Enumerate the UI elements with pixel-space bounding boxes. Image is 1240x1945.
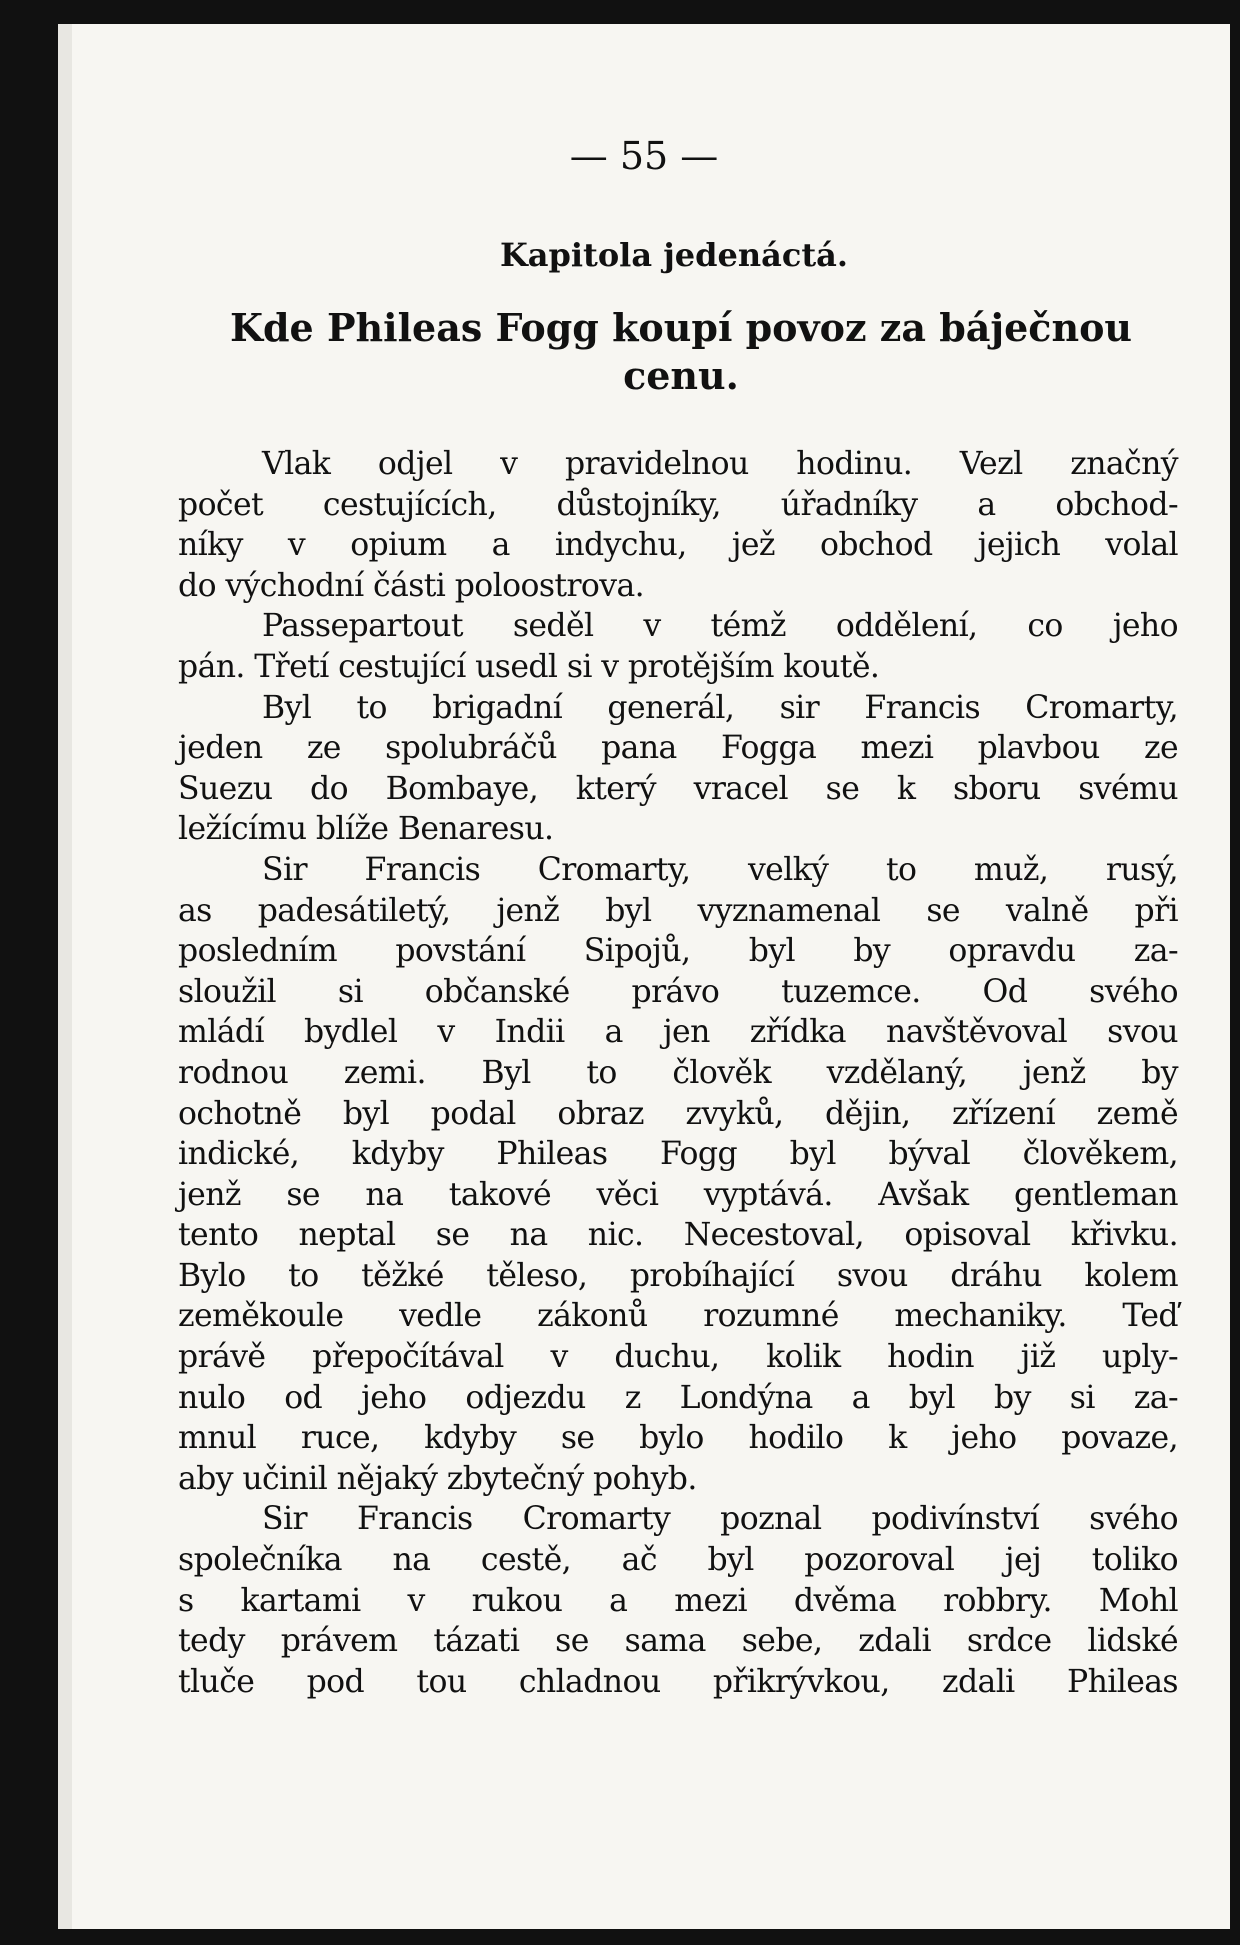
text-line: ochotně byl podal obraz zvyků, dějin, zřízení země: [178, 1095, 1178, 1132]
text-line: Passepartout seděl v témž oddělení, co jeho: [262, 608, 1178, 645]
text-line: s kartami v rukou a mezi dvěma robbry. Mohl: [178, 1582, 1178, 1619]
text-line: počet cestujících, důstojníky, úřadníky a obchod-: [178, 486, 1178, 523]
chapter-title-line-2: cenu.: [623, 353, 739, 398]
text-line: tluče pod tou chladnou přikrývkou, zdali Phileas: [178, 1663, 1178, 1700]
text-line: do východní části poloostrova.: [178, 567, 645, 604]
page-number: — 55 —: [569, 134, 719, 178]
text-line: Vlak odjel v pravidelnou hodinu. Vezl značný: [262, 446, 1178, 482]
text-line: Suezu do Bombaye, který vracel se k sboru svému: [178, 770, 1178, 807]
text-line: aby učinil nějaký zbytečný pohyb.: [178, 1460, 697, 1497]
text-line: zeměkoule vedle zákonů rozumné mechaniky. Teď: [178, 1298, 1178, 1335]
text-line: ležícímu blíže Benaresu.: [178, 811, 554, 848]
chapter-title: [186, 304, 1176, 400]
text-line: mládí bydlel v Indii a jen zřídka navštěvoval svou: [178, 1014, 1178, 1051]
book-page: [58, 24, 1230, 1929]
text-line: pán. Třetí cestující usedl si v protějším koutě.: [178, 648, 880, 685]
text-line: as padesátiletý, jenž byl vyznamenal se valně při: [178, 892, 1178, 929]
text-line: jenž se na takové věci vyptává. Avšak gentleman: [178, 1176, 1178, 1213]
text-line: tento neptal se na nic. Necestoval, opisoval křivku.: [178, 1217, 1178, 1254]
chapter-label: Kapitola jedenáctá.: [499, 236, 849, 274]
text-line: indické, kdyby Phileas Fogg byl býval člověkem,: [178, 1136, 1178, 1173]
text-line: jeden ze spolubráčů pana Fogga mezi plavbou ze: [178, 730, 1178, 767]
text-line: Byl to brigadní generál, sir Francis Cromarty,: [262, 689, 1178, 726]
text-line: právě přepočítával v duchu, kolik hodin již uply-: [178, 1339, 1178, 1376]
text-line: mnul ruce, kdyby se bylo hodilo k jeho povaze,: [178, 1420, 1178, 1457]
text-line: tedy právem tázati se sama sebe, zdali srdce lidské: [178, 1623, 1178, 1660]
text-line: Sir Francis Cromarty, velký to muž, rusý,: [262, 851, 1178, 888]
text-line: nulo od jeho odjezdu z Londýna a byl by si za-: [178, 1379, 1178, 1416]
text-line: Sir Francis Cromarty poznal podivínství svého: [262, 1501, 1178, 1538]
text-line: rodnou zemi. Byl to člověk vzdělaný, jenž by: [178, 1054, 1178, 1091]
text-line: posledním povstání Sipojů, byl by opravdu za-: [178, 933, 1178, 970]
body-text: [178, 444, 1178, 1702]
text-line: níky v opium a indychu, jež obchod jejich volal: [178, 527, 1178, 564]
chapter-title-line-1: Kde Phileas Fogg koupí povoz za báječnou: [229, 305, 1133, 350]
text-line: sloužil si občanské právo tuzemce. Od svého: [178, 973, 1178, 1010]
text-line: Bylo to těžké těleso, probíhající svou dráhu kolem: [178, 1257, 1178, 1294]
page-binding-edge: [58, 24, 72, 1929]
text-line: společníka na cestě, ač byl pozoroval jej toliko: [178, 1542, 1178, 1579]
